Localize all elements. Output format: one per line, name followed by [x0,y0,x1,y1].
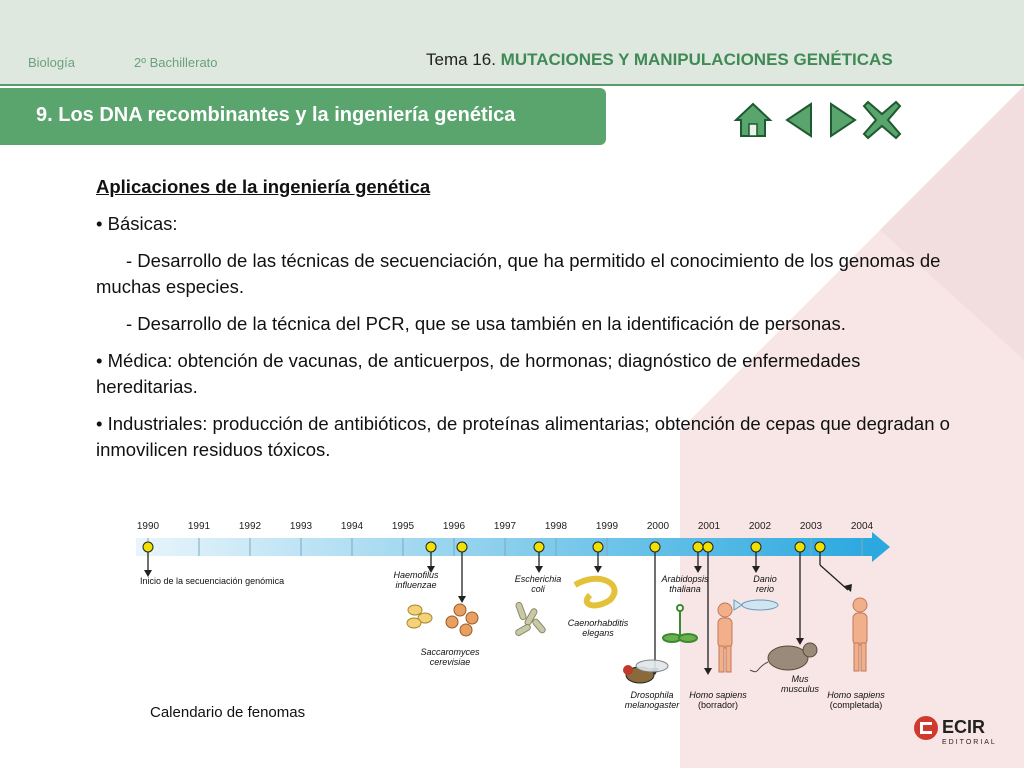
label-hsc-1: Homo sapiens [827,690,885,700]
year-label: 1992 [238,521,262,532]
event-dot [703,542,713,552]
fish-illustration [734,600,778,610]
label-sacc-1: Saccaromyces [420,647,480,657]
label-arab-1: Arabidopsis [661,574,709,584]
mouse-illustration [750,643,817,672]
event-dot [693,542,703,552]
prev-icon[interactable] [781,100,821,140]
event-dot [534,542,544,552]
label-haemo-1: Haemofilus [393,570,439,580]
basicas-item: • Básicas: [96,213,178,234]
header-bar [0,0,1024,86]
home-icon[interactable] [733,100,773,140]
pcr-item: - Desarrollo de la técnica del PCR, que se usa también en la identificación de personas. [126,313,846,334]
year-label: 1996 [442,521,466,532]
label-inicio: Inicio de la secuenciación genómica [140,576,285,586]
year-label: 2002 [748,521,772,532]
timeline-bar [136,538,876,556]
human-draft-illustration [718,603,732,672]
logo-sub: EDITORIAL [942,739,997,746]
label-esch-1: Escherichia [514,574,562,584]
event-dot [751,542,761,552]
next-icon[interactable] [823,100,863,140]
label-dros-1: Drosophila [630,690,674,700]
label-caen-2: elegans [582,628,614,638]
worm-illustration [575,579,615,606]
year-label: 1995 [391,521,415,532]
label-hsc-2: (completada) [829,700,883,710]
label-danio-1: Danio [753,574,777,584]
year-label: 1993 [289,521,313,532]
year-label: 1999 [595,521,619,532]
yeast-illustration [446,604,478,636]
ecoli-illustration [515,602,547,637]
logo-name: ECIR [942,717,986,737]
year-label: 1998 [544,521,568,532]
label-caen-1: Caenorhabditis [567,618,629,628]
main-content [96,174,966,474]
sequencing-item: - Desarrollo de las técnicas de secuenciación, que ha permitido el conocimiento de los genomas de muchas especies. [96,250,941,297]
medica-item: • Médica: obtención de vacunas, de anticuerpos, de hormonas; diagnóstico de enfermedades hereditarias. [96,350,861,397]
label-hsb-1: Homo sapiens [689,690,747,700]
ecir-logo [912,712,1012,748]
header-divider [0,84,1024,86]
year-label: 1994 [340,521,364,532]
section-title: 9. Los DNA recombinantes y la ingeniería genética [36,104,516,126]
plant-illustration [663,605,697,642]
event-dot [650,542,660,552]
label-dros-2: melanogaster [624,700,680,710]
human-complete-illustration [853,598,867,671]
subject-label: Biología [28,55,75,70]
label-danio-2: rerio [755,584,775,594]
label-sacc-2: cerevisiae [429,657,471,667]
close-icon[interactable] [862,100,902,140]
label-esch-2: coli [531,584,545,594]
event-dot [457,542,467,552]
event-dot [426,542,436,552]
industriales-item: • Industriales: producción de antibióticos, de proteínas alimentarias; obtención de cepas que degradan o inmovilicen residuos tóxicos. [96,413,950,460]
event-dot [593,542,603,552]
event-dot [143,542,153,552]
event-dot [795,542,805,552]
year-label: 1990 [136,521,160,532]
label-hsb-2: (borrador) [697,700,739,710]
year-label: 1991 [187,521,211,532]
figure-caption: Calendario de fenomas [150,704,306,721]
year-label: 1997 [493,521,517,532]
year-label: 2004 [850,521,874,532]
label-haemo-2: influenzae [395,580,437,590]
genome-timeline [120,510,900,715]
content-heading: Aplicaciones de la ingeniería genética [96,176,431,197]
timeline-arrow [872,532,890,562]
year-label: 2000 [646,521,670,532]
level-label: 2º Bachillerato [134,55,218,70]
fly-illustration [623,660,668,683]
year-label: 2003 [799,521,823,532]
bacteria-illustration [407,605,432,628]
label-mus-2: musculus [780,684,820,694]
topic-title: Tema 16. MUTACIONES Y MANIPULACIONES GENÉTICAS [426,50,893,69]
event-dot [815,542,825,552]
label-arab-2: thaliana [669,584,701,594]
label-mus-1: Mus [791,674,809,684]
year-label: 2001 [697,521,721,532]
